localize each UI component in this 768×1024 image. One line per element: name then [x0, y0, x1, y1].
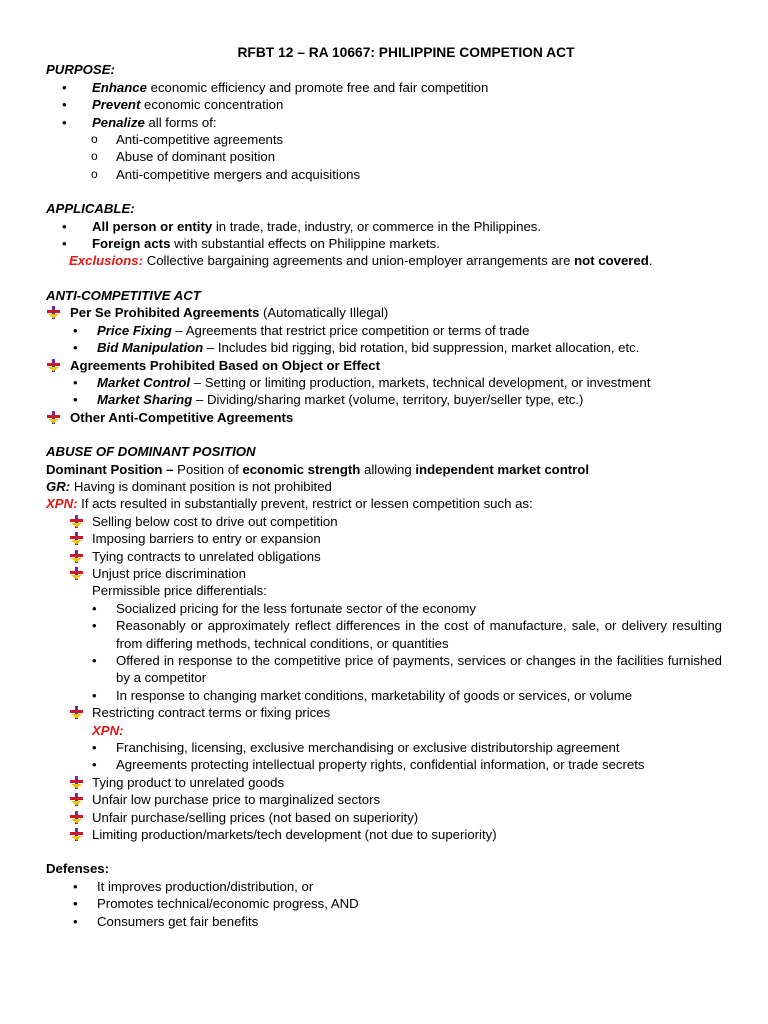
- defense-item: • Promotes technical/economic progress, AND: [73, 896, 359, 912]
- bullet-icon: •: [73, 374, 78, 390]
- purpose-subitem: o Anti-competitive agreements: [91, 132, 284, 148]
- per-se-subitem: • Bid Manipulation – Includes bid rigging, bid rotation, bid suppression, market allocation, etc.: [73, 340, 640, 356]
- purpose-item: • Enhance economic efficiency and promote free and fair competition: [62, 79, 489, 95]
- purpose-item: • Prevent economic concentration: [62, 97, 284, 113]
- bullet-icon: •: [73, 392, 78, 408]
- applicable-item: • All person or entity in trade, trade, industry, or commerce in the Philippines.: [62, 218, 542, 234]
- bullet-icon: •: [73, 340, 78, 356]
- bullet-icon: •: [92, 600, 97, 616]
- applicable-heading: APPLICABLE:: [46, 201, 135, 217]
- document-body: [46, 44, 726, 930]
- abuse-act: Tying contracts to unrelated obligations: [46, 548, 726, 565]
- abuse-heading: ABUSE OF DOMINANT POSITION: [46, 444, 256, 460]
- bullet-icon: •: [62, 79, 67, 95]
- exception: XPN: If acts resulted in substantially prevent, restrict or lessen competition such as:: [46, 496, 533, 512]
- bullet-icon: •: [92, 618, 97, 634]
- permissible-label: Permissible price differentials:: [92, 583, 267, 599]
- bullet-icon: •: [62, 236, 67, 252]
- abuse-act: Limiting production/markets/tech development (not due to superiority): [46, 826, 726, 843]
- permissible-item: • Reasonably or approximately reflect differences in the cost of manufacture, sale, or delivery resulting from differing methods, technical conditions, or quantities: [92, 618, 722, 651]
- abuse-act: Unjust price discrimination: [46, 565, 726, 582]
- permissible-item: • Socialized pricing for the less fortunate sector of the economy: [92, 600, 476, 616]
- cross-arrow-icon: [70, 567, 84, 584]
- bullet-icon: •: [92, 757, 97, 773]
- abuse-act: Unfair low purchase price to marginalized sectors: [46, 791, 726, 808]
- defense-item: • Consumers get fair benefits: [73, 913, 259, 929]
- bullet-icon: •: [62, 114, 67, 130]
- restricting-exception-item: • Franchising, licensing, exclusive merchandising or exclusive distributorship agreement: [92, 740, 620, 756]
- object-effect-subitem: • Market Control – Setting or limiting production, markets, technical development, or investment: [73, 374, 651, 390]
- general-rule: GR: Having is dominant position is not prohibited: [46, 478, 332, 494]
- purpose-subitem: o Abuse of dominant position: [91, 149, 276, 165]
- purpose-heading: PURPOSE:: [46, 62, 115, 78]
- bullet-icon: •: [73, 913, 78, 929]
- object-effect-item: Agreements Prohibited Based on Object or Effect: [46, 357, 726, 374]
- dominant-position-definition: Dominant Position – Position of economic strength allowing independent market control: [46, 461, 590, 477]
- object-effect-subitem: • Market Sharing – Dividing/sharing market (volume, territory, buyer/seller type, etc.): [73, 392, 584, 408]
- restricting-exception-item: • Agreements protecting intellectual property rights, confidential information, or trade secrets: [92, 757, 645, 773]
- restricting-exception-label: XPN:: [92, 722, 124, 738]
- abuse-act: Unfair purchase/selling prices (not based on superiority): [46, 809, 726, 826]
- abuse-act: Selling below cost to drive out competition: [46, 513, 726, 530]
- bullet-icon: •: [92, 740, 97, 756]
- other-agreements-item: Other Anti-Competitive Agreements: [46, 409, 726, 426]
- bullet-icon: •: [73, 896, 78, 912]
- permissible-item: • Offered in response to the competitive price of payments, services or changes in the facilities furnished by a competitor: [92, 653, 722, 686]
- bullet-icon: •: [73, 878, 78, 894]
- bullet-icon: •: [62, 218, 67, 234]
- purpose-item: • Penalize all forms of:: [62, 114, 217, 130]
- applicable-item: • Foreign acts with substantial effects on Philippine markets.: [62, 236, 440, 252]
- bullet-icon: •: [92, 653, 97, 668]
- abuse-act: Imposing barriers to entry or expansion: [46, 530, 726, 547]
- circle-bullet-icon: o: [91, 132, 98, 147]
- cross-arrow-icon: [70, 706, 84, 723]
- bullet-icon: •: [92, 687, 97, 703]
- circle-bullet-icon: o: [91, 149, 98, 164]
- document-title: RFBT 12 – RA 10667: PHILIPPINE COMPETION ACT: [237, 45, 575, 60]
- abuse-act: Tying product to unrelated goods: [46, 774, 726, 791]
- bullet-icon: •: [62, 97, 67, 113]
- permissible-item: • In response to changing market conditions, marketability of goods or services, or volume: [92, 687, 633, 703]
- per-se-item: Per Se Prohibited Agreements (Automatically Illegal): [46, 304, 726, 321]
- per-se-subitem: • Price Fixing – Agreements that restrict price competition or terms of trade: [73, 322, 530, 338]
- exclusions-line: Exclusions: Collective bargaining agreements and union-employer arrangements are not covered.: [69, 253, 653, 269]
- anticompetitive-heading: ANTI-COMPETITIVE ACT: [46, 287, 201, 303]
- abuse-act: Restricting contract terms or fixing prices: [46, 704, 726, 721]
- bullet-icon: •: [73, 322, 78, 338]
- defense-item: • It improves production/distribution, or: [73, 878, 314, 894]
- defenses-heading: Defenses:: [46, 861, 110, 877]
- circle-bullet-icon: o: [91, 166, 98, 181]
- purpose-subitem: o Anti-competitive mergers and acquisitions: [91, 166, 361, 182]
- cross-arrow-icon: [70, 828, 84, 845]
- cross-arrow-icon: [47, 411, 61, 428]
